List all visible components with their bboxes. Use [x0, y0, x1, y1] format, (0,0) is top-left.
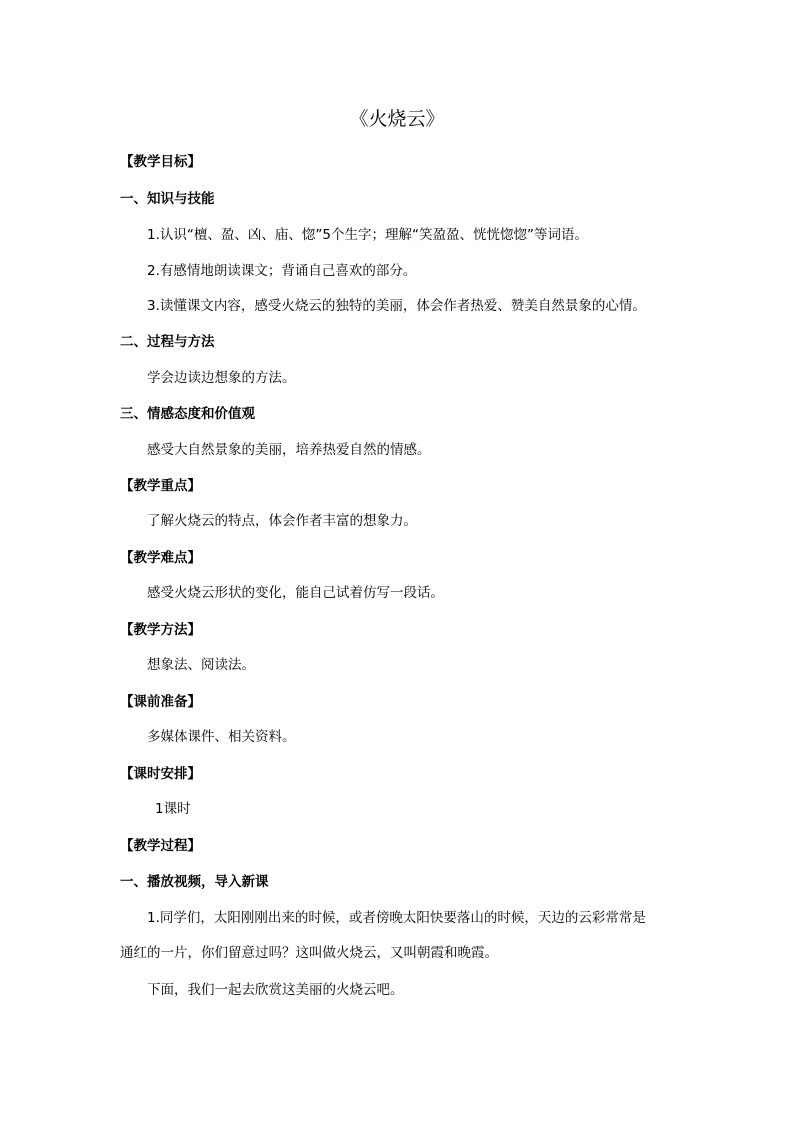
section1-para1-line1: 1.同学们，太阳刚刚出来的时候，或者傍晚太阳快要落山的时候，天边的云彩常常是 [147, 910, 646, 926]
knowledge-item-3: 3.读懂课文内容，感受火烧云的独特的美丽，体会作者热爱、赞美自然景象的心情。 [147, 298, 646, 314]
preparation-heading: 【课前准备】 [120, 694, 201, 710]
objectives-heading: 【教学目标】 [120, 154, 201, 170]
schedule-text: 1课时 [155, 801, 191, 817]
methods-text: 想象法、阅读法。 [147, 657, 255, 673]
key-points-heading: 【教学重点】 [120, 478, 201, 494]
methods-heading: 【教学方法】 [120, 622, 201, 638]
procedure-heading: 【教学过程】 [120, 838, 201, 854]
schedule-heading: 【课时安排】 [120, 766, 201, 782]
section1-para1-line2: 通红的一片，你们留意过吗？这叫做火烧云，又叫朝霞和晚霞。 [120, 945, 498, 961]
process-heading: 二、过程与方法 [120, 334, 215, 350]
difficulties-heading: 【教学难点】 [120, 550, 201, 566]
knowledge-heading: 一、知识与技能 [120, 191, 215, 207]
preparation-text: 多媒体课件、相关资料。 [147, 729, 296, 745]
difficulties-text: 感受火烧云形状的变化，能自己试着仿写一段话。 [147, 585, 444, 601]
document-title: 《火烧云》 [349, 108, 445, 130]
emotion-text: 感受大自然景象的美丽，培养热爱自然的情感。 [147, 442, 431, 458]
knowledge-item-2: 2.有感情地朗读课文；背诵自己喜欢的部分。 [147, 263, 417, 279]
process-text: 学会边读边想象的方法。 [147, 370, 296, 386]
section1-heading: 一、播放视频，导入新课 [120, 874, 269, 890]
key-points-text: 了解火烧云的特点，体会作者丰富的想象力。 [147, 513, 417, 529]
knowledge-item-1: 1.认识“檀、盈、凶、庙、惚”5个生字；理解“笑盈盈、恍恍惚惚”等词语。 [147, 227, 588, 243]
emotion-heading: 三、情感态度和价值观 [120, 406, 255, 422]
section1-para2: 下面，我们一起去欣赏这美丽的火烧云吧。 [147, 982, 404, 998]
